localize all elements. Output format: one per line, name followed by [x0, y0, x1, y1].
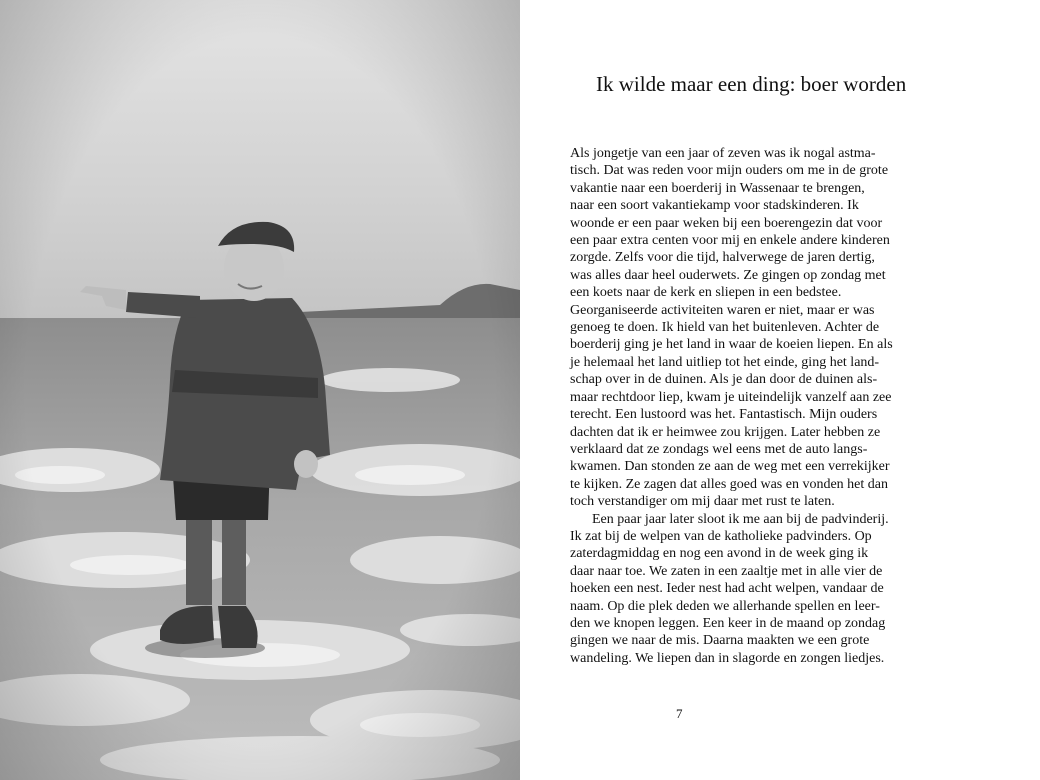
text-line: den we knopen leggen. Een keer in de maand op zondag [570, 615, 886, 631]
page-number: 7 [676, 706, 683, 721]
text-line: tisch. Dat was reden voor mijn ouders om me in de grote [570, 163, 889, 179]
text-line: terecht. Een lustoord was het. Fantastisch. Mijn ouders [570, 407, 878, 423]
paragraph [570, 511, 990, 668]
text-line: je helemaal het land uitliep tot het einde, ging het land- [570, 354, 880, 370]
text-line: verklaard dat ze zondags wel eens met de auto langs- [570, 441, 868, 457]
text-line: daar naar toe. We zaten in een zaaltje met in alle vier de [570, 563, 883, 579]
text-line: een koets naar de kerk en sliepen in een bedstee. [570, 285, 842, 301]
text-line: dachten dat ik er heimwee zou krijgen. Later hebben ze [570, 424, 881, 440]
text-line: zorgde. Zelfs voor die tijd, halverwege de jaren dertig, [570, 250, 875, 266]
text-line: naam. Op die plek deden we allerhande spellen en leer- [570, 598, 880, 614]
text-line: Als jongetje van een jaar of zeven was ik nogal astma- [570, 146, 876, 161]
text-line: Een paar jaar later sloot ik me aan bij de padvinderij. [592, 511, 889, 527]
text-line: een paar extra centen voor mij en enkele andere kinderen [570, 233, 890, 249]
text-line: wandeling. We liepen dan in slagorde en zongen liedjes. [570, 650, 885, 666]
text-line: te kijken. Ze zagen dat alles goed was en vonden het dan [570, 476, 888, 492]
chapter-title: Ik wilde maar een ding: boer worden [596, 72, 907, 96]
body-text [570, 145, 990, 667]
text-line: vakantie naar een boerderij in Wassenaar te brengen, [570, 180, 865, 196]
text-line: zaterdagmiddag en nog een avond in de week ging ik [570, 546, 869, 562]
text-line: boerderij ging je het land in waar de koeien liepen. En als [570, 337, 893, 353]
text-line: genoeg te doen. Ik hield van het buitenleven. Achter de [570, 320, 880, 336]
paragraph [570, 145, 990, 511]
text-line: gingen we naar de mis. Daarna maakten we een grote [570, 633, 870, 649]
text-line: toch verstandiger om mij daar met rust te laten. [570, 494, 835, 510]
text-line: Ik zat bij de welpen van de katholieke padvinders. Op [570, 528, 872, 544]
text-page [520, 0, 1040, 780]
text-line: was alles daar heel ouderwets. Ze gingen op zondag met [570, 267, 886, 283]
text-line: schap over in de duinen. Als je dan door de duinen als- [570, 372, 878, 388]
text-line: naar een soort vakantiekamp voor stadskinderen. Ik [570, 198, 859, 214]
text-line: woonde er een paar weken bij een boerengezin dat voor [570, 215, 883, 231]
text-line: kwamen. Dan stonden ze aan de weg met een verrekijker [570, 459, 890, 475]
text-line: maar rechtdoor liep, kwam je uiteindelijk vanzelf aan zee [570, 389, 892, 405]
text-line: Georganiseerde activiteiten waren er niet, maar er was [570, 302, 875, 318]
text-line: hoeken een nest. Ieder nest had acht welpen, vandaar de [570, 581, 884, 597]
